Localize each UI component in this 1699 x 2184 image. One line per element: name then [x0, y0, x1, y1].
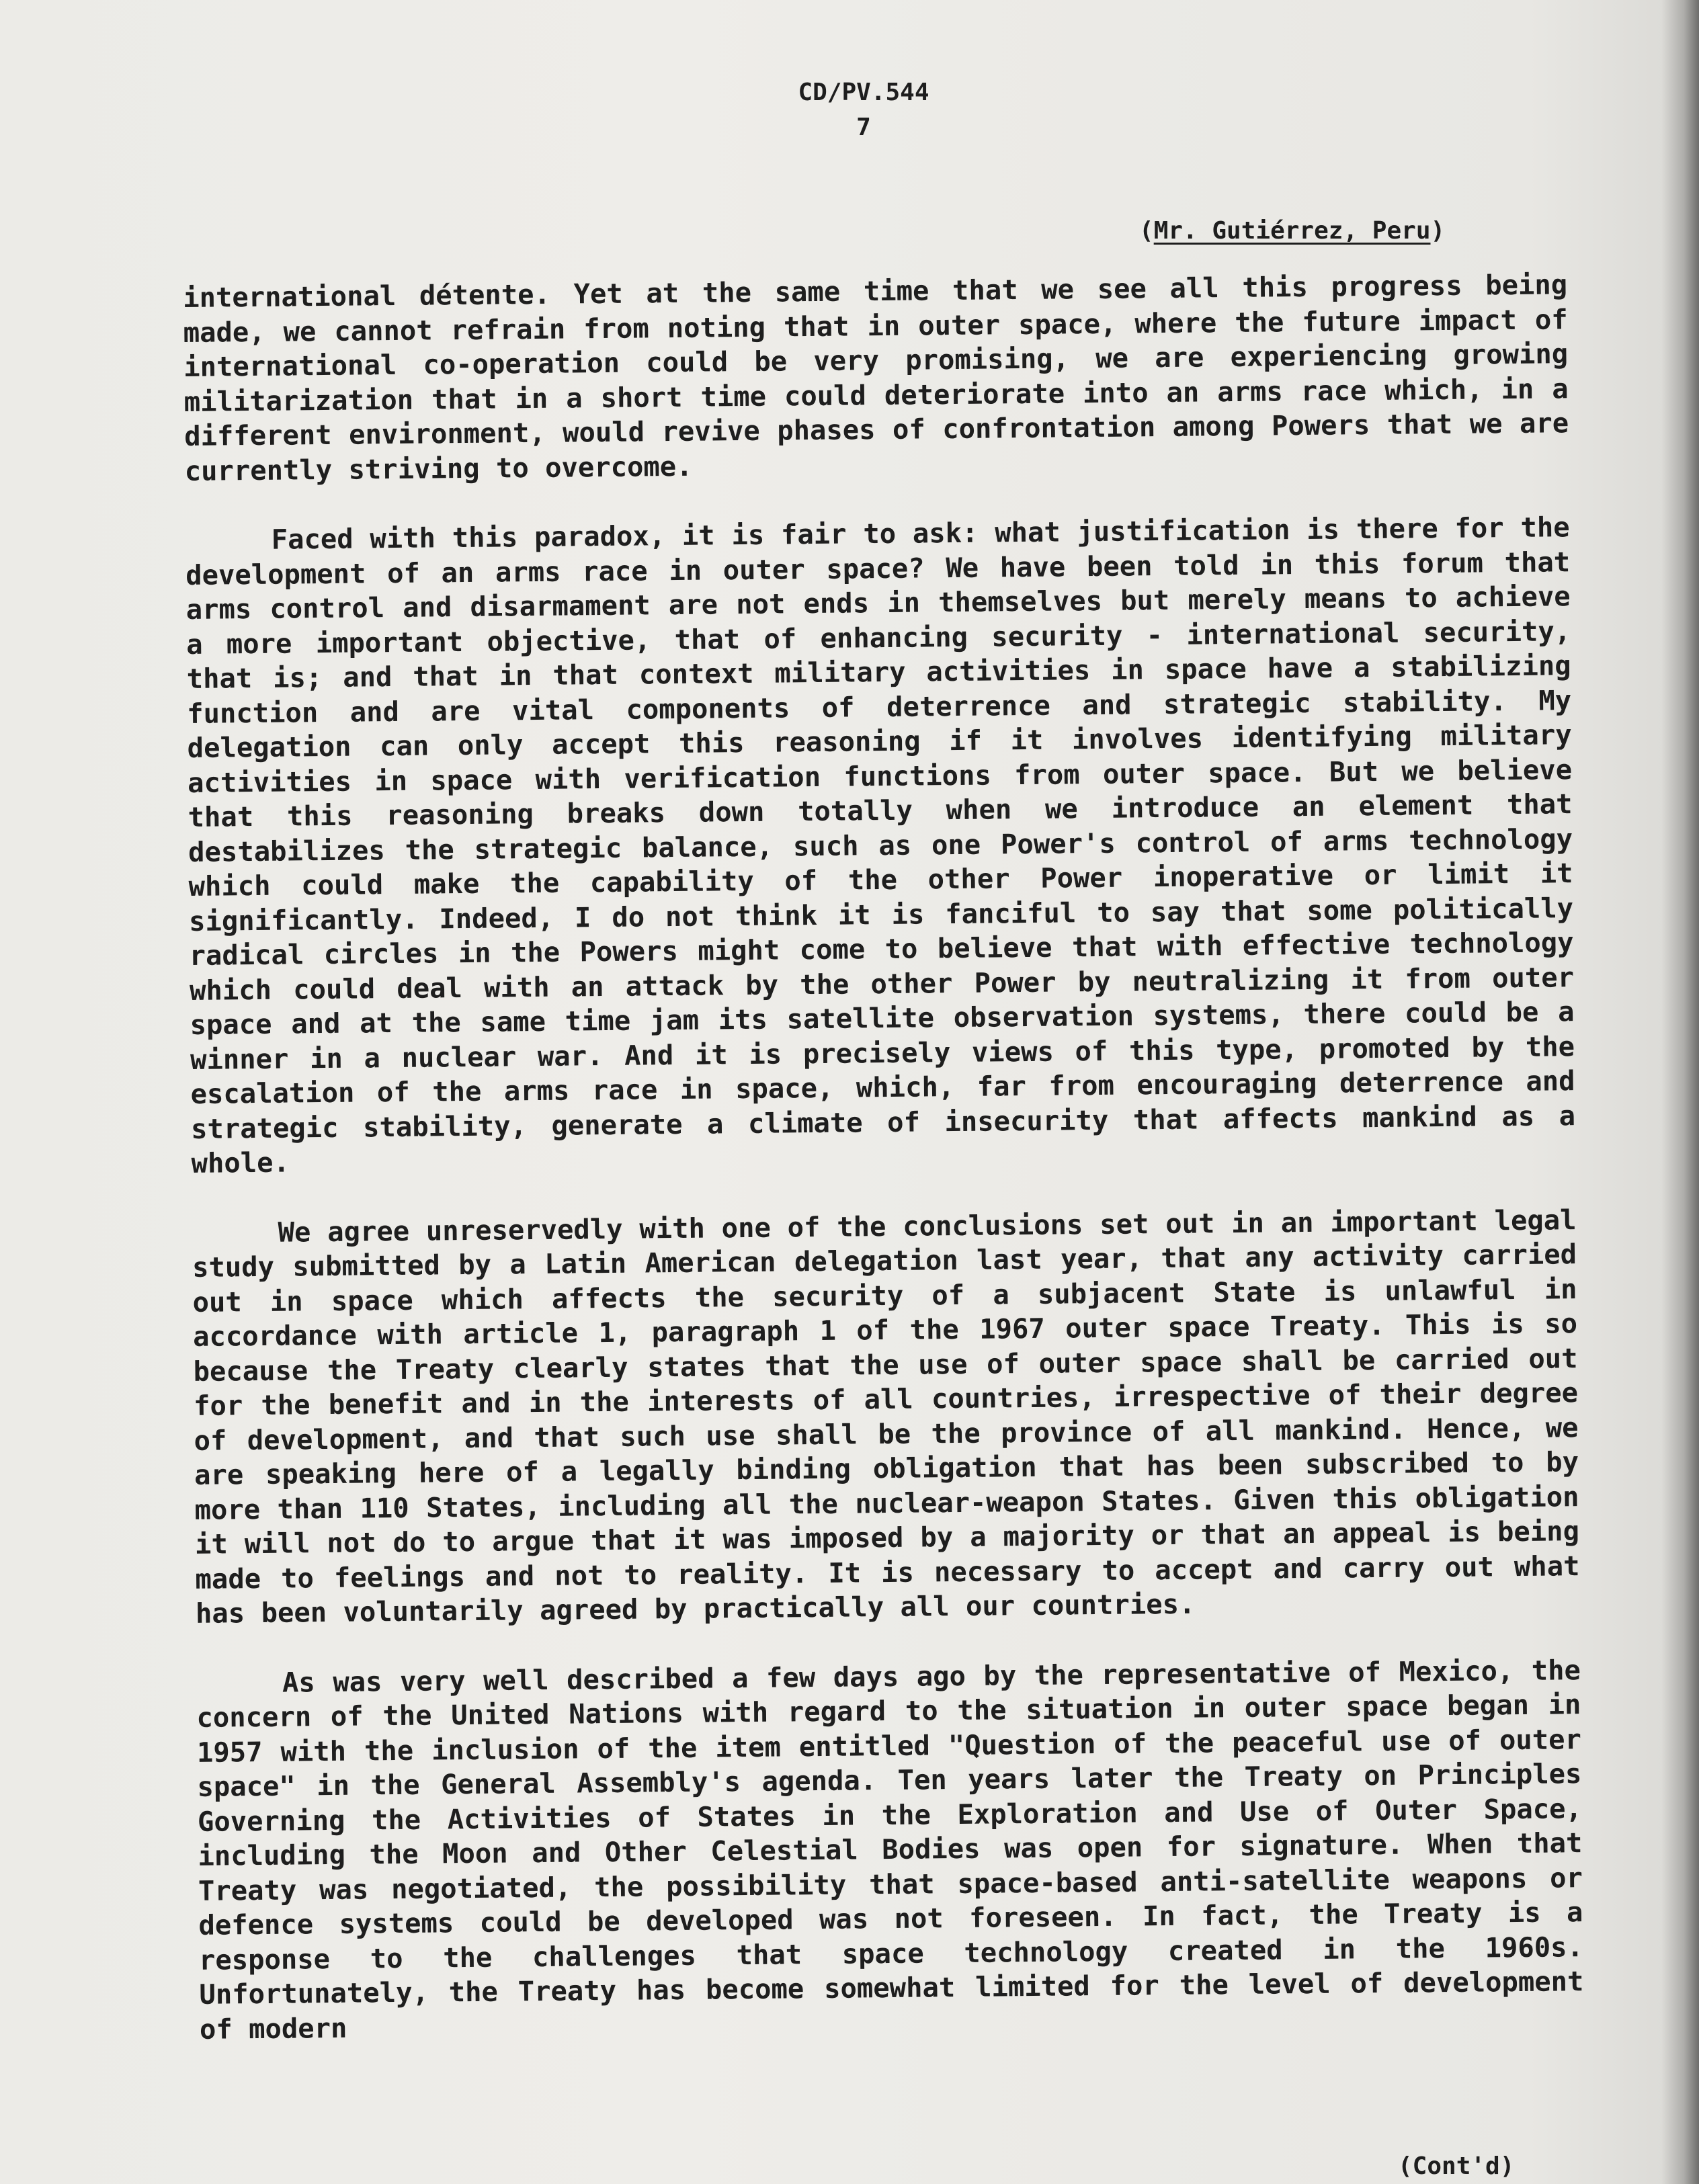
- page-number: 7: [856, 114, 871, 141]
- speaker-name: Mr. Gutiérrez, Peru: [1153, 217, 1431, 245]
- document-body: [183, 267, 1585, 2082]
- paragraph-2: Faced with this paradox, it is fair to ask: what justification is there for the development of an arms race in outer space? We have been told in this forum that arms control and disarmament are not ends in themselves but merely means to achieve a more important objective, that of enhancing security - international security, that is; and that in that context military activities in space have a stabilizing function and are vital components of deterrence and strategic stability. My delegation can only accept this reasoning if it involves identifying military activities in space with verification functions from outer space. But we believe that this reasoning breaks down totally when we introduce an element that destabilizes the strategic balance, such as one Power's control of arms technology which could make the capability of the other Power inoperative or limit it significantly. Indeed, I do not think it is fanciful to say that some politically radical circles in the Powers might come to believe that with effective technology which could deal with an attack by the other Power by neutralizing it from outer space and at the same time jam its satellite observation systems, there could be a winner in a nuclear war. And it is precisely views of this type, promoted by the escalation of the arms race in space, which, far from encouraging deterrence and strategic stability, generate a climate of insecurity that affects mankind as a whole.: [185, 511, 1576, 1179]
- paragraph-3: We agree unreservedly with one of the conclusions set out in an important legal study submitted by a Latin American delegation last year, that any activity carried out in space which affects the security of a subjacent State is unlawful in accordance with article 1, paragraph 1 of the 1967 outer space Treaty. This is so because the Treaty clearly states that the use of outer space shall be carried out for the benefit and in the interests of all countries, irrespective of their degree of development, and that such use shall be the province of all mankind. Hence, we are speaking here of a legally binding obligation that has been subscribed to by more than 110 States, including all the nuclear-weapon States. Given this obligation it will not do to argue that it was imposed by a majority or that an appeal is being made to feelings and not to reality. It is necessary to accept and carry out what has been voluntarily agreed by practically all our countries.: [192, 1203, 1580, 1630]
- continued-marker: (Cont'd): [1398, 2152, 1515, 2180]
- speaker-attribution: (Mr. Gutiérrez, Peru): [1139, 217, 1446, 245]
- paragraph-1: international détente. Yet at the same time that we see all this progress being made, we cannot refrain from noting that in outer space, where the future impact of international co-operation could be very promising, we are experiencing growing militarization that in a short time could deteriorate into an arms race which, in a different environment, would revive phases of confrontation among Powers that we are currently striving to overcome.: [183, 268, 1569, 487]
- document-symbol: CD/PV.544: [798, 79, 929, 106]
- page-edge-shadow: [1661, 0, 1699, 2184]
- document-header: [780, 75, 948, 145]
- paragraph-4: As was very well described a few days ago by the representative of Mexico, the concern of the United Nations with regard to the situation in outer space began in 1957 with the inclusion of the item entitled "Question of the peaceful use of outer space" in the General Assembly's agenda. Ten years later the Treaty on Principles Governing the Activities of States in the Exploration and Use of Outer Space, including the Moon and Other Celestial Bodies was open for signature. When that Treaty was negotiated, the possibility that space-based anti-satellite weapons or defence systems could be developed was not foreseen. In fact, the Treaty is a response to the challenges that space technology created in the 1960s. Unfortunately, the Treaty has become somewhat limited for the level of development of modern: [196, 1653, 1584, 2046]
